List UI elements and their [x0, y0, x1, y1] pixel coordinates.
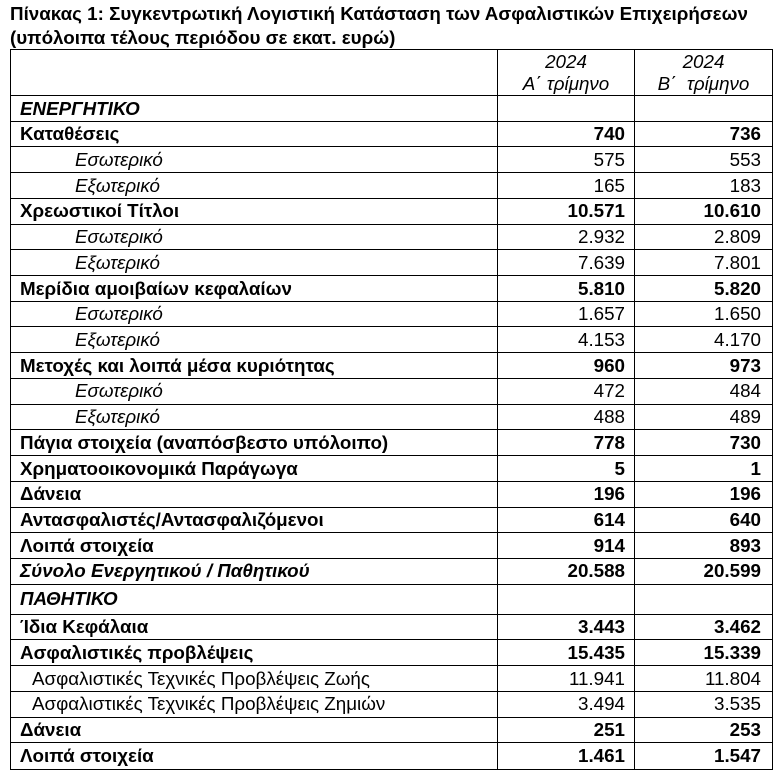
row-label: Αντασφαλιστές/Αντασφαλιζόμενοι [11, 508, 498, 533]
row-label: Εσωτερικό [11, 225, 498, 250]
row-label: Πάγια στοιχεία (αναπόσβεστο υπόλοιπο) [11, 430, 498, 455]
value-q2: 10.610 [703, 200, 761, 222]
column-header-q1 [498, 50, 635, 95]
value-q2: 973 [729, 354, 761, 376]
table-subrow [11, 147, 772, 173]
row-label: Ασφαλιστικές Τεχνικές Προβλέψεις Ζημιών [11, 692, 498, 717]
value-q2: 489 [729, 406, 761, 428]
value-q1: 165 [498, 173, 635, 198]
row-label: Μερίδια αμοιβαίων κεφαλαίων [11, 276, 498, 301]
row-label: Εξωτερικό [11, 173, 498, 198]
total-row [11, 559, 772, 585]
table-subrow [11, 225, 772, 251]
column-period: Β΄ τρίμηνο [657, 72, 750, 94]
table-row [11, 430, 772, 456]
value-q1: 488 [498, 405, 635, 430]
row-label: Εξωτερικό [11, 405, 498, 430]
value-q2: 253 [729, 719, 761, 741]
value-q2: 893 [729, 534, 761, 556]
row-label: Εξωτερικό [11, 250, 498, 275]
table-subrow [11, 666, 772, 692]
table-subrow [11, 327, 772, 353]
value-q1: 778 [498, 430, 635, 455]
table-caption [10, 2, 781, 50]
empty-value-cell [635, 585, 772, 614]
row-label: Σύνολο Ενεργητικού / Παθητικού [11, 559, 498, 584]
value-q2: 3.535 [714, 693, 761, 715]
value-q1: 5 [498, 456, 635, 481]
value-q1: 1.657 [498, 302, 635, 327]
value-q1: 960 [498, 353, 635, 378]
value-q1: 614 [498, 508, 635, 533]
value-q2: 1.547 [714, 745, 761, 767]
value-q1: 740 [498, 122, 635, 147]
table-section [11, 585, 772, 769]
table-section [11, 96, 772, 585]
table-row [11, 743, 772, 769]
section-heading: ΕΝΕΡΓΗΤΙΚΟ [11, 96, 498, 121]
table-row [11, 456, 772, 482]
table-title: Πίνακας 1: Συγκεντρωτική Λογιστική Κατάσταση των Ασφαλιστικών Επιχειρήσεων [10, 3, 748, 24]
value-q2: 5.820 [714, 277, 761, 299]
table-subrow [11, 379, 772, 405]
section-heading: ΠΑΘΗΤΙΚΟ [11, 585, 498, 614]
value-q1: 7.639 [498, 250, 635, 275]
value-q1: 2.932 [498, 225, 635, 250]
row-label: Λοιπά στοιχεία [11, 533, 498, 558]
row-label: Εσωτερικό [11, 302, 498, 327]
row-label: Εσωτερικό [11, 147, 498, 172]
column-period: Α΄ τρίμηνο [522, 72, 610, 94]
table-row [11, 353, 772, 379]
table-row [11, 276, 772, 302]
column-year: 2024 [682, 50, 725, 72]
value-q2: 640 [729, 509, 761, 531]
value-q2: 11.804 [704, 667, 761, 689]
row-label: Καταθέσεις [11, 122, 498, 147]
value-q1: 914 [498, 533, 635, 558]
row-label: Ίδια Κεφάλαια [11, 615, 498, 640]
empty-value-cell [498, 585, 635, 614]
table-row [11, 615, 772, 641]
value-q1: 11.941 [498, 666, 635, 691]
row-label: Μετοχές και λοιπά μέσα κυριότητας [11, 353, 498, 378]
empty-value-cell [498, 96, 635, 121]
value-q2: 1 [750, 457, 761, 479]
table-row [11, 122, 772, 148]
table-subrow [11, 405, 772, 431]
table-subrow [11, 302, 772, 328]
value-q2: 730 [729, 431, 761, 453]
row-label: Λοιπά στοιχεία [11, 743, 498, 769]
row-label: Ασφαλιστικές Τεχνικές Προβλέψεις Ζωής [11, 666, 498, 691]
value-q2: 484 [729, 380, 761, 402]
table-units-note: (υπόλοιπα τέλους περιόδου σε εκατ. ευρώ) [10, 27, 396, 48]
value-q1: 1.461 [498, 743, 635, 769]
value-q2: 2.809 [714, 226, 761, 248]
table-row [11, 199, 772, 225]
table-row [11, 533, 772, 559]
value-q1: 575 [498, 147, 635, 172]
value-q2: 553 [729, 148, 761, 170]
value-q1: 472 [498, 379, 635, 404]
table-body [11, 96, 772, 769]
value-q2: 20.599 [703, 560, 761, 582]
value-q2: 7.801 [714, 251, 761, 273]
value-q2: 4.170 [714, 329, 761, 351]
section-heading-row [11, 585, 772, 615]
value-q2: 736 [729, 123, 761, 145]
row-label: Εσωτερικό [11, 379, 498, 404]
row-label: Δάνεια [11, 482, 498, 507]
empty-value-cell [635, 96, 772, 121]
row-label: Εξωτερικό [11, 327, 498, 352]
row-label: Ασφαλιστικές προβλέψεις [11, 640, 498, 665]
value-q2: 15.339 [703, 641, 761, 663]
table-row [11, 508, 772, 534]
value-q1: 15.435 [498, 640, 635, 665]
table-subrow [11, 250, 772, 276]
value-q1: 3.494 [498, 692, 635, 717]
table-header-row [11, 50, 772, 96]
value-q1: 5.810 [498, 276, 635, 301]
row-label: Χρηματοοικονομικά Παράγωγα [11, 456, 498, 481]
value-q2: 183 [729, 174, 761, 196]
column-year: 2024 [545, 50, 587, 72]
row-label: Δάνεια [11, 718, 498, 743]
value-q1: 4.153 [498, 327, 635, 352]
header-label-cell [11, 50, 498, 95]
value-q2: 1.650 [714, 303, 761, 325]
value-q2: 3.462 [714, 616, 761, 638]
table-row [11, 482, 772, 508]
value-q1: 251 [498, 718, 635, 743]
value-q1: 20.588 [498, 559, 635, 584]
value-q2: 196 [729, 483, 761, 505]
table-row [11, 640, 772, 666]
section-heading-row [11, 96, 772, 122]
column-header-q2 [635, 50, 772, 95]
value-q1: 3.443 [498, 615, 635, 640]
table-subrow [11, 692, 772, 718]
value-q1: 196 [498, 482, 635, 507]
balance-sheet-table [10, 49, 773, 770]
value-q1: 10.571 [498, 199, 635, 224]
table-subrow [11, 173, 772, 199]
table-row [11, 718, 772, 744]
row-label: Χρεωστικοί Τίτλοι [11, 199, 498, 224]
